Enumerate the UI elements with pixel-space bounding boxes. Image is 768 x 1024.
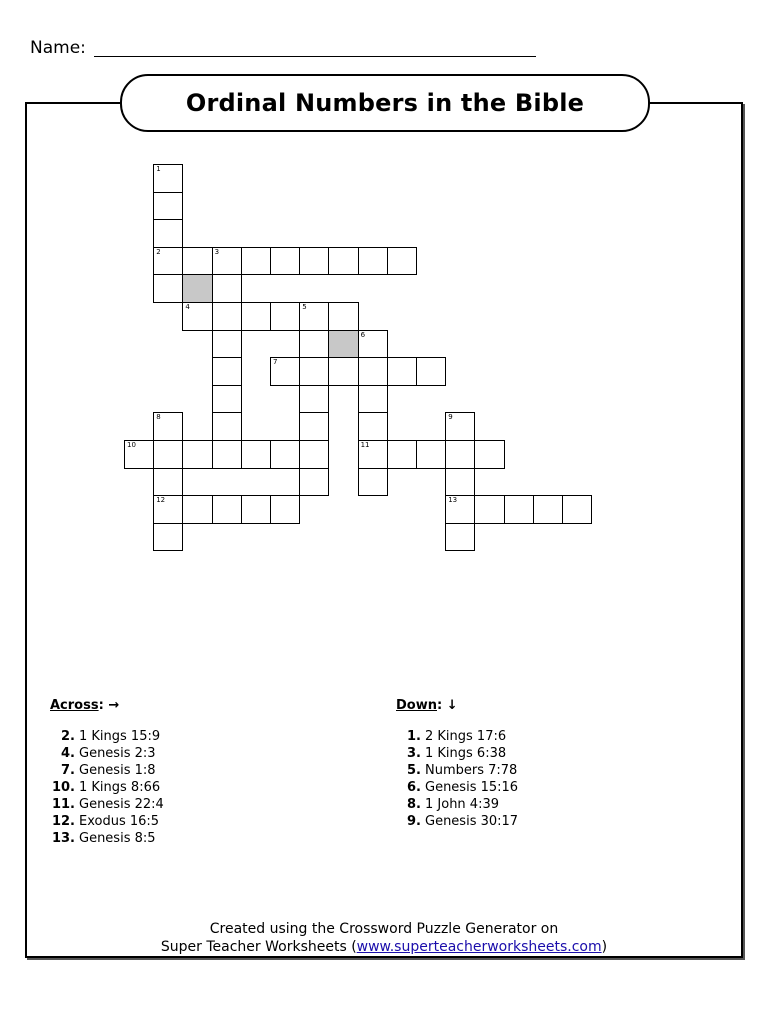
footer-line-2-prefix: Super Teacher Worksheets ( <box>160 939 357 955</box>
down-heading-colon: : <box>437 698 447 713</box>
crossword-cell[interactable] <box>153 274 183 303</box>
down-arrow-icon: ↓ <box>446 698 458 713</box>
crossword-cell[interactable] <box>270 495 300 524</box>
clue-number: 7 <box>273 358 278 367</box>
crossword-cell[interactable] <box>270 357 300 386</box>
right-arrow-icon: → <box>108 698 120 713</box>
crossword-cell[interactable] <box>299 440 329 469</box>
crossword-cell[interactable] <box>474 495 504 524</box>
down-clue <box>396 779 518 796</box>
clue-number: 13. <box>51 831 75 846</box>
down-clue <box>396 745 518 762</box>
clue-number: 8. <box>407 797 421 812</box>
clue-number: 8 <box>156 413 161 422</box>
clue-number: 9. <box>407 814 421 829</box>
crossword-cell[interactable] <box>387 357 417 386</box>
crossword-cell[interactable] <box>153 164 183 193</box>
across-heading: Across <box>50 698 99 713</box>
clue-number: 9 <box>448 413 453 422</box>
crossword-cell[interactable] <box>328 357 358 386</box>
crossword-cell[interactable] <box>270 302 300 331</box>
clue-number: 5. <box>407 763 421 778</box>
crossword-cell[interactable] <box>358 247 388 276</box>
across-clue <box>50 762 164 779</box>
clue-number: 10 <box>127 441 136 449</box>
crossword-cell[interactable] <box>445 468 475 497</box>
down-clue <box>396 728 518 745</box>
crossword-cell[interactable] <box>358 357 388 386</box>
footer-line-2-suffix: ) <box>601 939 608 955</box>
crossword-cell[interactable] <box>504 495 534 524</box>
crossword-cell[interactable] <box>182 247 212 276</box>
crossword-cell[interactable] <box>153 247 183 276</box>
clue-text: Exodus 16:5 <box>79 814 160 829</box>
crossword-cell[interactable] <box>212 302 242 331</box>
crossword-cell[interactable] <box>299 357 329 386</box>
down-heading: Down <box>396 698 437 713</box>
across-clue-list <box>50 728 164 847</box>
across-clue <box>50 779 164 796</box>
down-clue <box>396 762 518 779</box>
crossword-cell[interactable] <box>212 412 242 441</box>
across-clue <box>50 796 164 813</box>
clue-number: 6 <box>360 330 366 339</box>
across-clue <box>50 830 164 847</box>
crossword-cell[interactable] <box>153 495 183 524</box>
down-clue <box>396 813 518 830</box>
crossword-cell[interactable] <box>212 357 242 386</box>
crossword-cell[interactable] <box>153 523 183 552</box>
clue-text: Numbers 7:78 <box>425 763 518 778</box>
crossword-cell[interactable] <box>124 440 154 469</box>
clue-number: 10. <box>51 780 75 795</box>
crossword-cell[interactable] <box>182 495 212 524</box>
crossword-cell[interactable] <box>299 385 329 414</box>
clue-number: 4. <box>61 746 75 761</box>
clue-number: 12 <box>156 496 166 505</box>
crossword-cell[interactable] <box>241 495 271 524</box>
crossword-blocked-cell <box>182 274 212 303</box>
across-clue <box>50 813 164 830</box>
clue-number: 1. <box>407 729 421 744</box>
crossword-cell[interactable] <box>270 247 300 276</box>
clue-number: 4 <box>185 303 190 311</box>
crossword-blocked-cell <box>328 330 358 359</box>
crossword-cell[interactable] <box>212 247 242 276</box>
clue-number: 2 <box>156 247 161 256</box>
page-title: Ordinal Numbers in the Bible <box>185 89 585 117</box>
across-heading-colon: : <box>98 698 109 713</box>
crossword-cell[interactable] <box>474 440 504 469</box>
clue-text: 1 Kings 8:66 <box>79 780 161 795</box>
clue-number: 1 <box>156 165 161 173</box>
crossword-cell[interactable] <box>387 440 417 469</box>
crossword-cell[interactable] <box>270 440 300 469</box>
crossword-cell[interactable] <box>445 523 475 552</box>
clue-text: Genesis 2:3 <box>79 746 156 761</box>
crossword-cell[interactable] <box>358 385 388 414</box>
footer-credit <box>0 920 768 956</box>
clue-number: 11. <box>51 797 75 812</box>
crossword-cell[interactable] <box>153 440 183 469</box>
across-clues <box>50 697 164 847</box>
down-clue-list <box>396 728 518 830</box>
clue-text: Genesis 15:16 <box>425 780 519 795</box>
crossword-cell[interactable] <box>153 192 183 221</box>
crossword-cell[interactable] <box>299 330 329 359</box>
clue-number: 6. <box>407 780 421 795</box>
across-clue <box>50 728 164 745</box>
crossword-cell[interactable] <box>328 247 358 276</box>
crossword-cell[interactable] <box>182 440 212 469</box>
name-blank-line[interactable] <box>94 56 536 57</box>
crossword-cell[interactable] <box>299 247 329 276</box>
clue-number: 3 <box>214 247 220 256</box>
crossword-cell[interactable] <box>212 274 242 303</box>
crossword-cell[interactable] <box>445 412 475 441</box>
clue-text: Genesis 22:4 <box>79 797 164 812</box>
crossword-cell[interactable] <box>241 440 271 469</box>
crossword-cell[interactable] <box>416 357 446 386</box>
crossword-cell[interactable] <box>153 219 183 248</box>
clue-text: Genesis 1:8 <box>79 763 156 778</box>
clue-number: 11 <box>360 441 370 449</box>
name-label: Name: <box>30 38 86 58</box>
across-clue <box>50 745 164 762</box>
crossword-cell[interactable] <box>153 412 183 441</box>
footer-link[interactable]: www.superteacherworksheets.com <box>356 939 602 955</box>
crossword-cell[interactable] <box>153 468 183 497</box>
crossword-cell[interactable] <box>212 440 242 469</box>
down-clues <box>396 697 518 830</box>
crossword-cell[interactable] <box>212 385 242 414</box>
crossword-cell[interactable] <box>445 495 475 524</box>
footer-line-1: Created using the Crossword Puzzle Generator on <box>209 921 559 937</box>
crossword-cell[interactable] <box>533 495 563 524</box>
crossword-cell[interactable] <box>358 468 388 497</box>
down-clue <box>396 796 518 813</box>
crossword-cell[interactable] <box>182 302 212 331</box>
crossword-cell[interactable] <box>241 302 271 331</box>
clue-number: 3. <box>407 746 421 761</box>
footer-line-2 <box>0 938 768 956</box>
crossword-cell[interactable] <box>299 412 329 441</box>
crossword-cell[interactable] <box>212 495 242 524</box>
clue-number: 5 <box>302 303 307 311</box>
clue-number: 13 <box>448 496 458 505</box>
clue-text: Genesis 8:5 <box>79 831 156 846</box>
crossword-cell[interactable] <box>416 440 446 469</box>
clue-text: 2 Kings 17:6 <box>425 729 507 744</box>
clue-number: 12. <box>51 814 75 829</box>
clue-number: 7. <box>61 763 75 778</box>
crossword-cell[interactable] <box>562 495 592 524</box>
title-banner <box>120 74 650 132</box>
crossword-cell[interactable] <box>299 302 329 331</box>
crossword-cell[interactable] <box>358 412 388 441</box>
crossword-cell[interactable] <box>241 247 271 276</box>
clue-text: Genesis 30:17 <box>425 814 519 829</box>
crossword-cell[interactable] <box>299 468 329 497</box>
clue-text: 1 Kings 15:9 <box>79 729 161 744</box>
crossword-cell[interactable] <box>212 330 242 359</box>
clue-text: 1 Kings 6:38 <box>425 746 507 761</box>
crossword-cell[interactable] <box>328 302 358 331</box>
crossword-cell[interactable] <box>387 247 417 276</box>
clue-text: 1 John 4:39 <box>425 797 499 812</box>
clue-number: 2. <box>61 729 75 744</box>
crossword-cell[interactable] <box>445 440 475 469</box>
crossword-cell[interactable] <box>358 330 388 359</box>
crossword-cell[interactable] <box>358 440 388 469</box>
